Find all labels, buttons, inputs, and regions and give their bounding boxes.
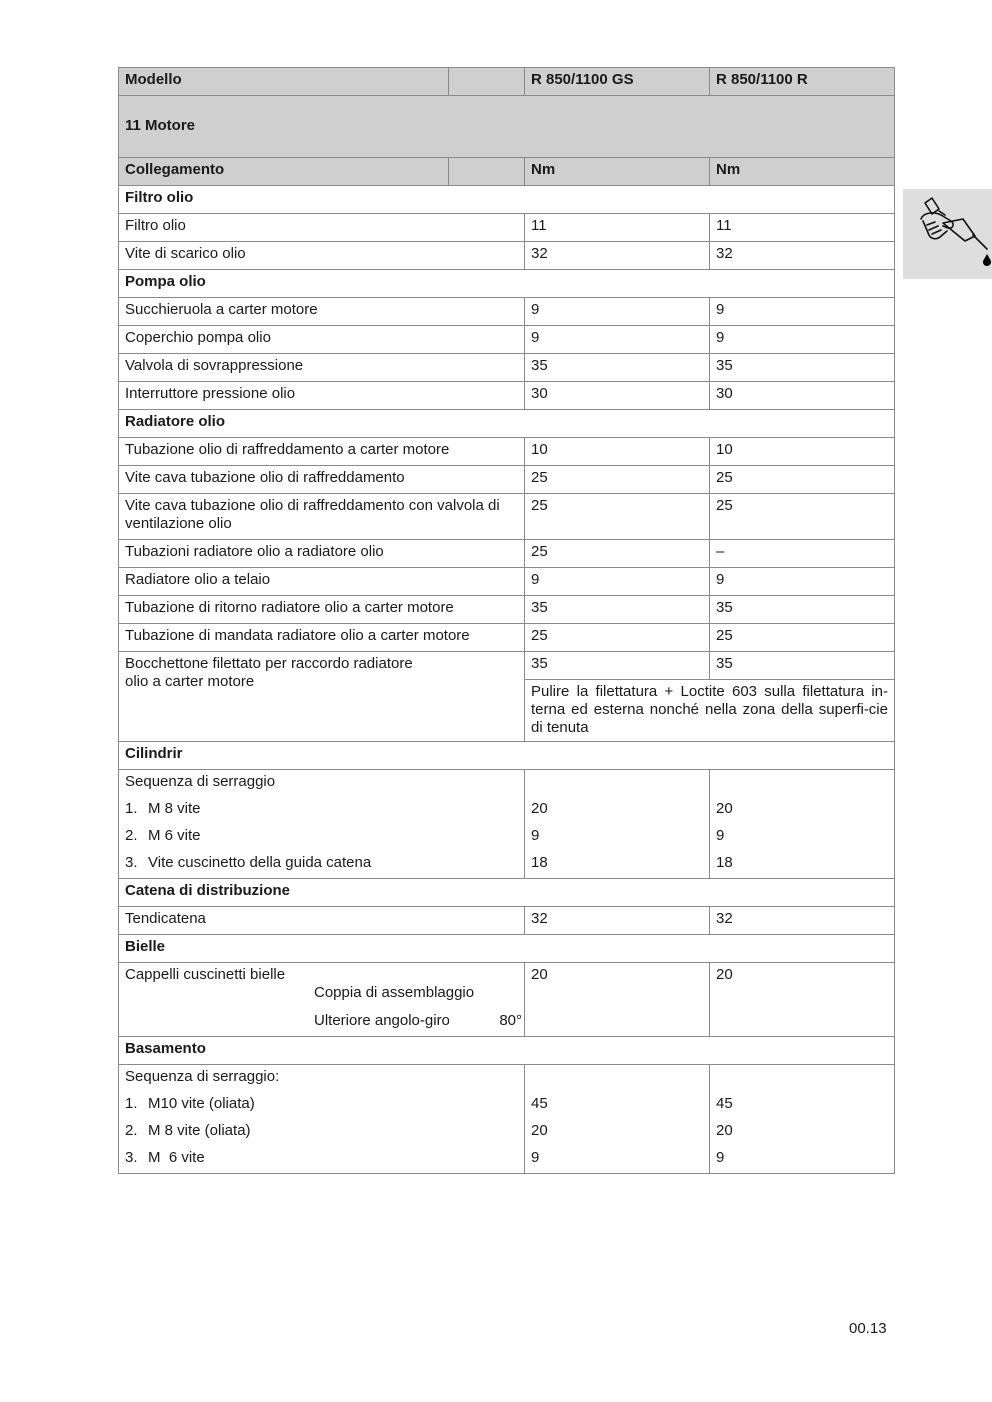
section-title: Catena di distribuzione [119,879,895,907]
row-gs-value: 18 [525,851,710,879]
row-label: Tubazione di ritorno radiatore olio a carter motore [119,596,525,624]
row-r-value: 18 [710,851,895,879]
row-label: Filtro olio [119,214,525,242]
row-r-value: 30 [710,382,895,410]
section-title: Bielle [119,935,895,963]
row-gs-value: 9 [525,1146,710,1174]
row-label: Vite cava tubazione olio di raffreddamento con valvola di ventilazione olio [119,494,525,540]
row-r-value: 9 [710,326,895,354]
row-r-value: 32 [710,907,895,935]
row-gs-value: 32 [525,907,710,935]
row-note: Pulire la filettatura + Loctite 603 sulla filettatura in-terna ed esterna nonché nella zona della superfi-cie di tenuta [525,680,895,742]
row-label: Tubazione olio di raffreddamento a carter motore [119,438,525,466]
header-r: R 850/1100 R [710,68,895,96]
subheader-gs-unit: Nm [525,158,710,186]
table-row [119,907,895,935]
row-gs-value: 35 [525,652,710,680]
table-row [119,963,895,1037]
section-title: Basamento [119,1037,895,1065]
header-spacer [449,68,525,96]
row-label: Interruttore pressione olio [119,382,525,410]
section-title: Cilindrir [119,742,895,770]
sequence-label: Sequenza di serraggio [119,770,525,798]
bielle-sub2-line [125,1012,522,1030]
hand-oil-can-icon [903,189,992,279]
row-gs-value: 35 [525,596,710,624]
row-r-value: 9 [710,568,895,596]
table-row [119,624,895,652]
step-label: 3. Vite cuscinetto della guida catena [119,851,525,879]
table-row [119,797,895,824]
row-r-value: 20 [710,797,895,824]
header-gs: R 850/1100 GS [525,68,710,96]
bielle-angle: 80° [499,1012,522,1029]
row-label: Tendicatena [119,907,525,935]
step-label: 2. M 8 vite (oliata) [119,1119,525,1146]
row-r-value: 25 [710,494,895,540]
row-label: Radiatore olio a telaio [119,568,525,596]
table-row [119,354,895,382]
subheader-r-unit: Nm [710,158,895,186]
row-label: Tubazioni radiatore olio a radiatore olio [119,540,525,568]
row-r-value: 9 [710,298,895,326]
row-label-line2: olio a carter motore [125,673,255,690]
row-gs-value: 25 [525,624,710,652]
row-label [119,652,525,742]
table-row [119,382,895,410]
step-label: 1. M 8 vite [119,797,525,824]
subheader-connection: Collegamento [119,158,449,186]
row-gs-value: 30 [525,382,710,410]
table-row [119,652,895,680]
section-title: Radiatore olio [119,410,895,438]
table-row [119,596,895,624]
row-r-value: 35 [710,596,895,624]
table-row [119,466,895,494]
row-r-value: 9 [710,824,895,851]
step-label: 1. M10 vite (oliata) [119,1092,525,1119]
row-gs-value: 25 [525,466,710,494]
row-r-value: – [710,540,895,568]
row-label: Valvola di sovrappressione [119,354,525,382]
row-gs-value: 20 [525,797,710,824]
row-label-line1: Bocchettone filettato per raccordo radiatore [125,655,413,672]
row-r-value: 20 [710,1119,895,1146]
subheader-row [119,158,895,186]
table-row [119,494,895,540]
table-row [119,1146,895,1174]
row-gs-value: 32 [525,242,710,270]
row-label: Vite di scarico olio [119,242,525,270]
table-row [119,298,895,326]
table-row [119,824,895,851]
torque-spec-table [118,67,895,1174]
page-number: 00.13 [849,1320,887,1337]
table-row [119,1065,895,1093]
row-gs-value: 9 [525,568,710,596]
row-gs-value: 45 [525,1092,710,1119]
bielle-sub2: Ulteriore angolo-giro [314,1012,450,1029]
table-row [119,540,895,568]
row-gs-value: 11 [525,214,710,242]
row-r-value: 11 [710,214,895,242]
row-label [119,963,525,1037]
row-gs-value: 9 [525,326,710,354]
step-label: 3. M 6 vite [119,1146,525,1174]
subheader-spacer [449,158,525,186]
chapter-title: 11 Motore [119,96,895,158]
table-row [119,1092,895,1119]
row-gs-value: 25 [525,494,710,540]
table-row [119,242,895,270]
table-row [119,438,895,466]
row-gs-value: 9 [525,298,710,326]
row-r-value: 10 [710,438,895,466]
row-r-value: 35 [710,354,895,382]
row-label: Succhieruola a carter motore [119,298,525,326]
row-r-value: 9 [710,1146,895,1174]
table-row [119,770,895,798]
sequence-label: Sequenza di serraggio: [119,1065,525,1093]
row-r-value: 25 [710,624,895,652]
table-header-row [119,68,895,96]
row-r-value: 20 [710,963,895,1037]
table-row [119,214,895,242]
table-row [119,568,895,596]
table-row [119,851,895,879]
header-model: Modello [119,68,449,96]
row-gs-value: 10 [525,438,710,466]
table-row [119,326,895,354]
row-label: Coperchio pompa olio [119,326,525,354]
section-title: Filtro olio [119,186,895,214]
bielle-label: Cappelli cuscinetti bielle [125,966,286,983]
row-gs-value: 35 [525,354,710,382]
step-label: 2. M 6 vite [119,824,525,851]
bielle-sub1: Coppia di assemblaggio [314,984,475,1001]
section-title: Pompa olio [119,270,895,298]
row-r-value: 25 [710,466,895,494]
row-label: Tubazione di mandata radiatore olio a carter motore [119,624,525,652]
row-r-value: 45 [710,1092,895,1119]
chapter-row [119,96,895,158]
row-gs-value: 20 [525,963,710,1037]
row-r-value: 35 [710,652,895,680]
chapter-tab [903,189,992,279]
row-gs-value: 25 [525,540,710,568]
row-label: Vite cava tubazione olio di raffreddamento [119,466,525,494]
table-row [119,1119,895,1146]
row-gs-value: 20 [525,1119,710,1146]
row-gs-value: 9 [525,824,710,851]
row-r-value: 32 [710,242,895,270]
